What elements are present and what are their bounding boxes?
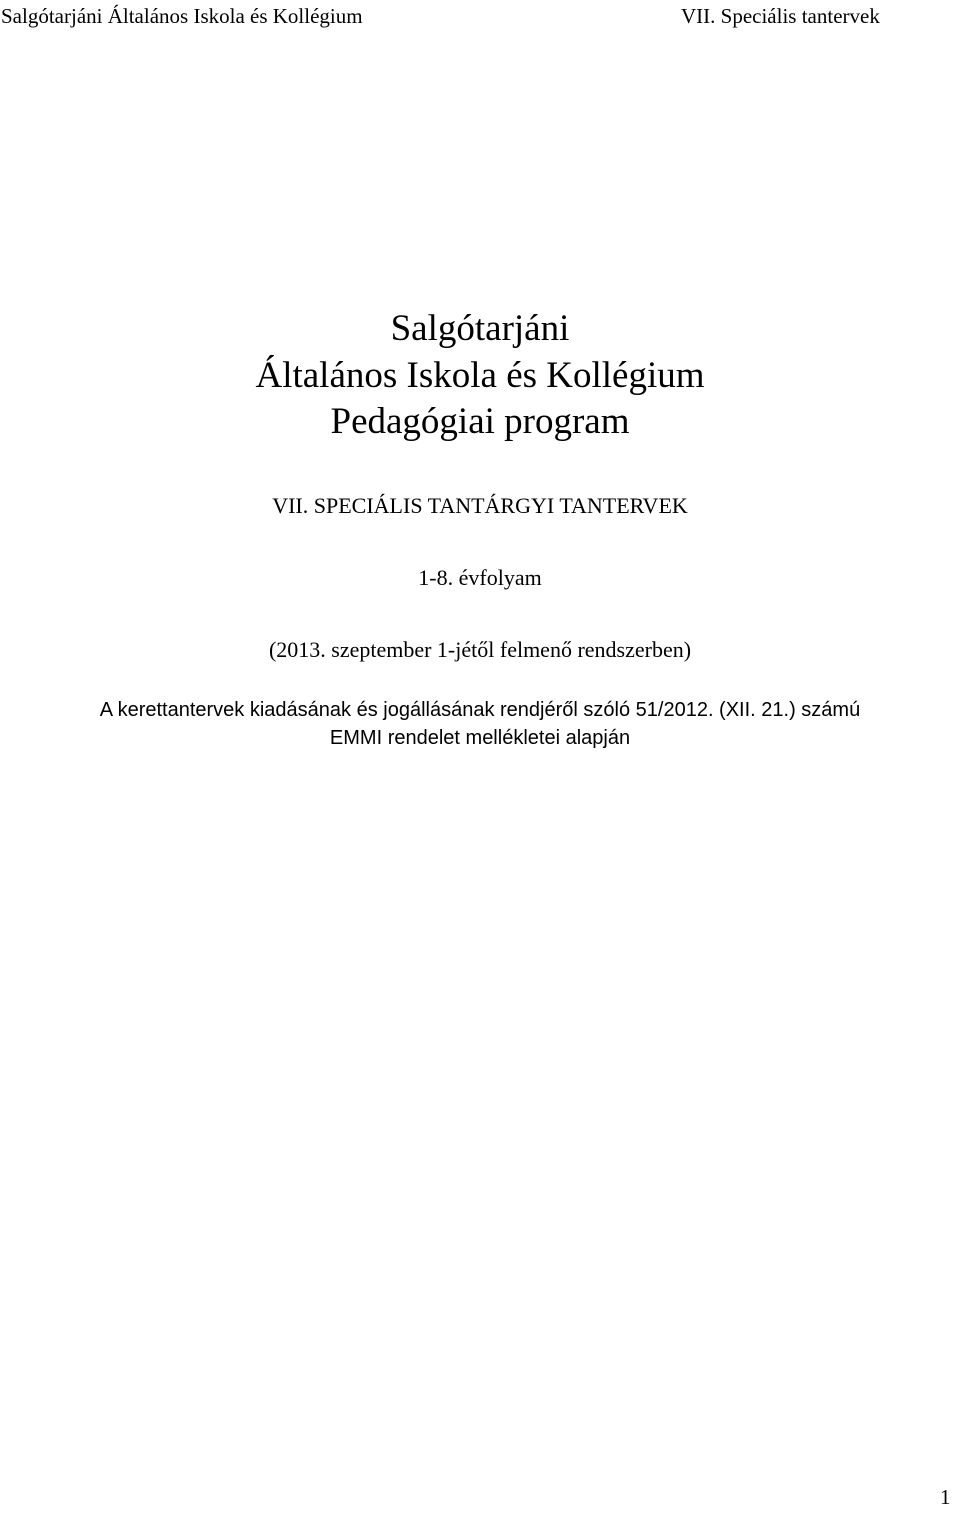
start-date-note: (2013. szeptember 1-jétől felmenő rendszerben) — [268, 637, 692, 662]
legal-basis-line-1: A kerettantervek kiadásának és jogállásának rendjéről szóló 51/2012. (XII. 21.) számú — [99, 699, 861, 721]
header-school-name: Salgótarjáni Általános Iskola és Kollégium — [1, 4, 363, 28]
section-title: VII. SPECIÁLIS TANTÁRGYI TANTERVEK — [272, 493, 688, 518]
title-line-2: Általános Iskola és Kollégium — [255, 355, 705, 396]
running-header — [0, 0, 960, 32]
grade-range: 1-8. évfolyam — [418, 565, 542, 590]
page-number: 1 — [940, 1485, 951, 1509]
title-line-3: Pedagógiai program — [330, 401, 630, 442]
title-line-1: Salgótarjáni — [390, 308, 570, 349]
header-chapter-title: VII. Speciális tantervek — [681, 4, 880, 28]
legal-basis-line-2: EMMI rendelet mellékletei alapján — [329, 727, 631, 749]
